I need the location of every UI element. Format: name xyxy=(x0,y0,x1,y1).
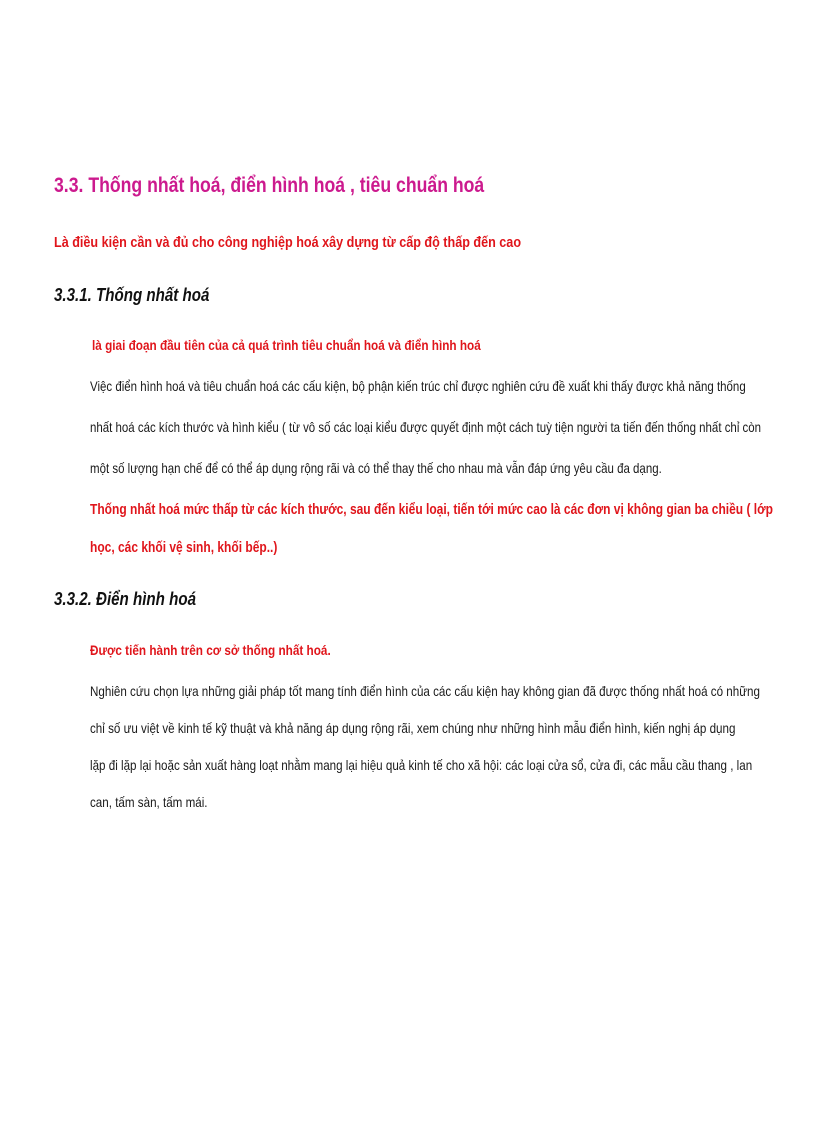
subsection-title-unification: 3.3.1. Thống nhất hoá xyxy=(54,285,210,305)
typification-lead: Được tiến hành trên cơ sở thống nhất hoá. xyxy=(90,642,331,658)
intro-statement: Là điều kiện cần và đủ cho công nghiệp hoá xây dựng từ cấp độ thấp đến cao xyxy=(54,234,522,251)
paragraph-line: nhất hoá các kích thước và hình kiểu ( từ vô số các loại kiểu được quyết định một cách tuỳ tiện người ta tiến đến thống nhất chỉ còn xyxy=(90,419,762,435)
paragraph-line: Việc điển hình hoá và tiêu chuẩn hoá các cấu kiện, bộ phận kiến trúc chỉ được nghiên cứu đề xuất khi thấy được khả năng thống xyxy=(90,378,746,394)
unification-lead: là giai đoạn đầu tiên của cả quá trình tiêu chuẩn hoá và điển hình hoá xyxy=(92,337,481,353)
paragraph-line: Nghiên cứu chọn lựa những giải pháp tốt mang tính điển hình của các cấu kiện hay không gian đã được thống nhất hoá có những xyxy=(90,683,760,699)
paragraph-line: chỉ số ưu việt về kinh tế kỹ thuật và khả năng áp dụng rộng rãi, xem chúng như những hình mẫu điển hình, kiến nghị áp dụng xyxy=(90,720,736,736)
paragraph-line: một số lượng hạn chế để có thể áp dụng rộng rãi và có thể thay thế cho nhau mà vẫn đáp ứng yêu cầu đa dạng. xyxy=(90,460,662,476)
highlight-line: Thống nhất hoá mức thấp từ các kích thước, sau đến kiểu loại, tiến tới mức cao là các đơn vị không gian ba chiều ( lớp xyxy=(90,501,773,518)
paragraph-line: can, tấm sàn, tấm mái. xyxy=(90,794,208,810)
subsection-title-typification: 3.3.2. Điển hình hoá xyxy=(54,589,196,609)
paragraph-line: lặp đi lặp lại hoặc sản xuất hàng loạt nhằm mang lại hiệu quả kinh tế cho xã hội: các loại cửa sổ, cửa đi, các mẫu cầu thang , lan xyxy=(90,757,753,773)
section-heading: 3.3. Thống nhất hoá, điển hình hoá , tiêu chuẩn hoá xyxy=(54,174,485,197)
highlight-line: học, các khối vệ sinh, khối bếp..) xyxy=(90,539,278,556)
